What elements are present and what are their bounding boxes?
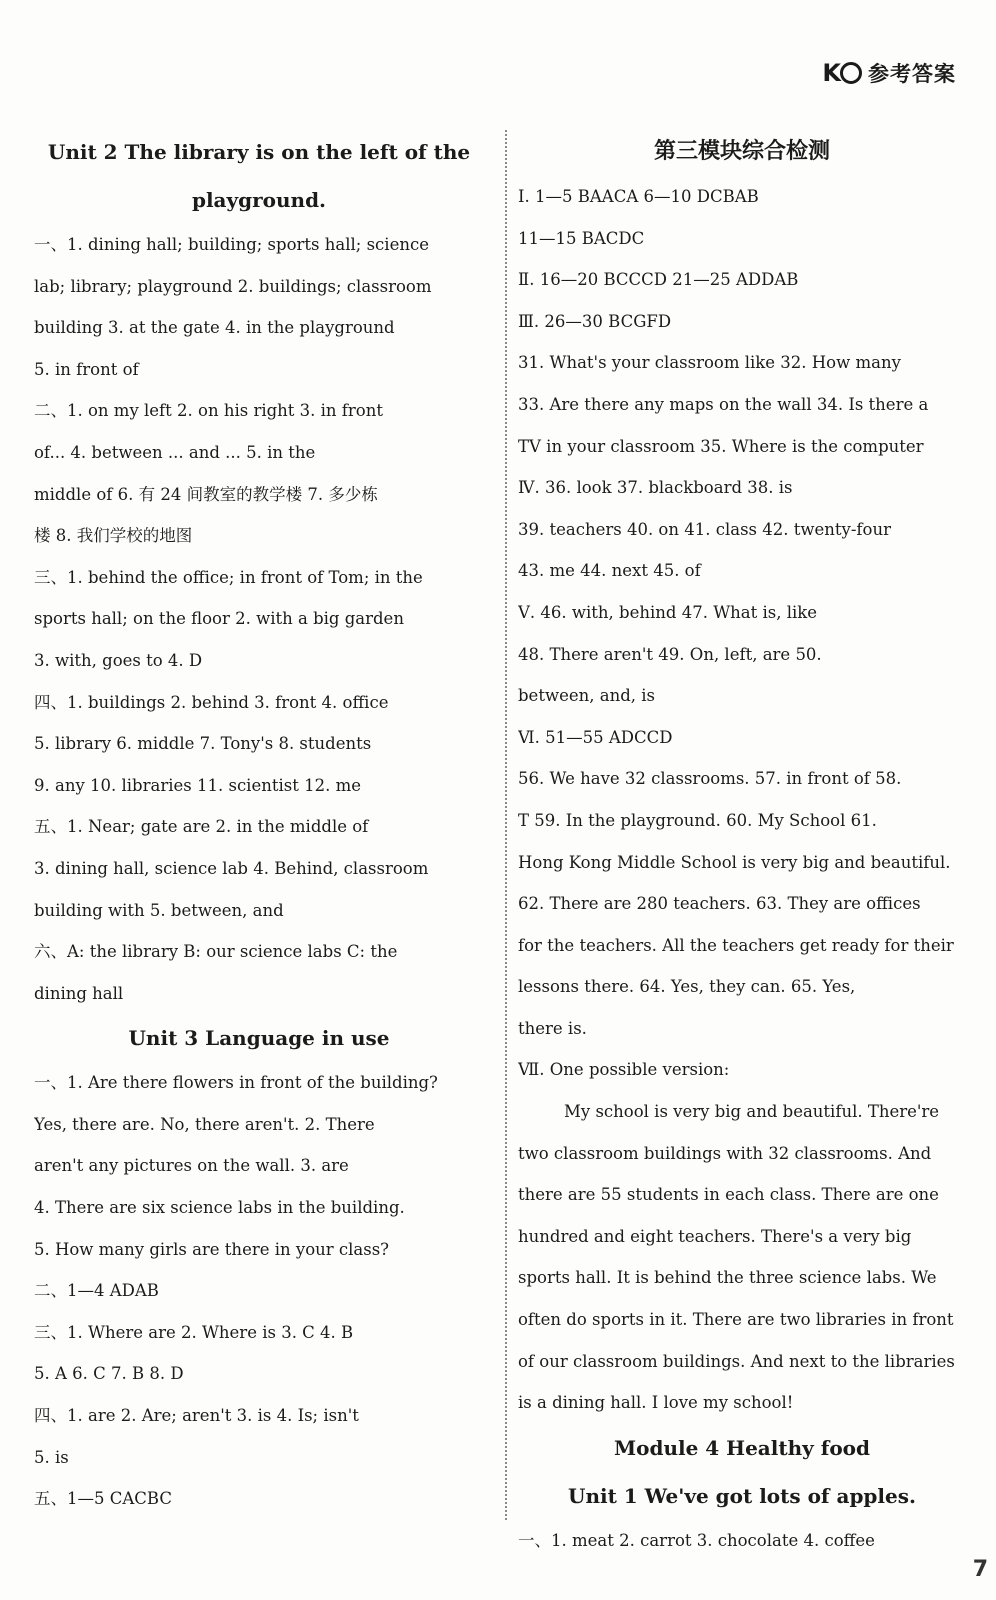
answer-line: middle of 6. 有 24 间教室的教学楼 7. 多少栋 — [34, 484, 378, 504]
answer-line: 31. What's your classroom like 32. How many — [518, 353, 901, 373]
right-column — [518, 128, 966, 1561]
answer-line: Ⅵ. 51—55 ADCCD — [518, 727, 673, 747]
answer-line: dining hall — [34, 983, 124, 1003]
answer-line: 43. me 44. next 45. of — [518, 561, 701, 581]
model-essay — [518, 1091, 966, 1424]
answer-line: 一、1. dining hall; building; sports hall; science — [34, 235, 429, 254]
column-divider — [505, 130, 507, 1520]
unit2-title-line2: playground. — [191, 188, 327, 212]
answer-line: Ⅶ. One possible version: — [518, 1060, 730, 1080]
answer-line: 3. with, goes to 4. D — [34, 650, 203, 670]
module4-title: Module 4 Healthy food — [614, 1435, 870, 1460]
unit3-answers — [34, 1062, 484, 1520]
answer-line: 9. any 10. libraries 11. scientist 12. me — [34, 775, 361, 795]
answer-line: Hong Kong Middle School is very big and beautiful. — [518, 852, 951, 872]
answer-line: 二、1. on my left 2. on his right 3. in front — [34, 401, 383, 421]
answer-line: 5. in front of — [34, 359, 139, 379]
header-title: 参考答案 — [868, 62, 956, 86]
answer-line: building 3. at the gate 4. in the playground — [34, 318, 395, 338]
answer-line: lab; library; playground 2. buildings; classroom — [34, 276, 432, 296]
unit2-answers — [34, 224, 484, 1014]
answer-line: TV in your classroom 35. Where is the computer — [518, 436, 924, 456]
answer-line: Yes, there are. No, there aren't. 2. There — [34, 1114, 375, 1134]
answer-line: 39. teachers 40. on 41. class 42. twenty-four — [518, 519, 891, 539]
answer-line: Ⅱ. 16—20 BCCCD 21—25 ADDAB — [518, 270, 799, 290]
answer-line: 三、1. Where are 2. Where is 3. C 4. B — [34, 1322, 354, 1342]
answer-line: there is. — [518, 1018, 587, 1038]
page-number: 7 — [972, 1557, 988, 1582]
answer-line: often do sports in it. There are two libraries in front — [518, 1310, 954, 1330]
answer-line: 四、1. buildings 2. behind 3. front 4. office — [34, 692, 389, 712]
answer-line: Ⅲ. 26—30 BCGFD — [518, 311, 672, 331]
answer-line: 56. We have 32 classrooms. 57. in front of 58. — [518, 769, 902, 789]
answer-line: between, and, is — [518, 686, 655, 706]
answer-line: My school is very big and beautiful. There're — [564, 1102, 940, 1122]
unit2-title-line1: Unit 2 The library is on the left of the — [47, 140, 471, 164]
answer-line: Ⅳ. 36. look 37. blackboard 38. is — [518, 478, 793, 498]
answer-line: T 59. In the playground. 60. My School 61. — [518, 810, 877, 830]
answer-line: for the teachers. All the teachers get ready for their — [518, 935, 954, 955]
answer-line: 33. Are there any maps on the wall 34. Is there a — [518, 394, 929, 414]
answer-line: lessons there. 64. Yes, they can. 65. Yes, — [518, 977, 856, 997]
module4-unit1-answers: 一、1. meat 2. carrot 3. chocolate 4. coffee — [518, 1530, 875, 1550]
answer-line: two classroom buildings with 32 classrooms. And — [518, 1143, 932, 1163]
answer-line: hundred and eight teachers. There's a very big — [518, 1226, 912, 1246]
answer-line: 楼 8. 我们学校的地图 — [34, 526, 193, 546]
answer-line: 5. A 6. C 7. B 8. D — [34, 1364, 184, 1384]
answer-line: 五、1. Near; gate are 2. in the middle of — [34, 817, 369, 837]
answer-line: Ⅰ. 1—5 BAACA 6—10 DCBAB — [518, 187, 759, 206]
answer-line: Ⅴ. 46. with, behind 47. What is, like — [518, 602, 818, 622]
answer-line: aren't any pictures on the wall. 3. are — [34, 1156, 349, 1176]
answer-line: of our classroom buildings. And next to the libraries — [518, 1351, 955, 1371]
page-header — [822, 58, 956, 88]
answer-line: 5. library 6. middle 7. Tony's 8. students — [34, 734, 372, 754]
answer-line: 4. There are six science labs in the building. — [34, 1198, 405, 1218]
answer-line: building with 5. between, and — [34, 900, 284, 920]
answer-line: 5. How many girls are there in your class? — [34, 1239, 390, 1259]
answer-line: 一、1. Are there flowers in front of the building? — [34, 1073, 438, 1093]
answer-line: 5. is — [34, 1447, 69, 1467]
answer-line: 11—15 BACDC — [518, 228, 645, 248]
answer-line: is a dining hall. I love my school! — [518, 1393, 794, 1413]
module3-test-title: 第三模块综合检测 — [653, 139, 830, 164]
answer-line: 二、1—4 ADAB — [34, 1281, 159, 1301]
left-column — [34, 128, 484, 1520]
answer-line: sports hall; on the floor 2. with a big garden — [34, 609, 404, 629]
answer-line: there are 55 students in each class. There are one — [518, 1185, 939, 1205]
unit3-title: Unit 3 Language in use — [128, 1026, 390, 1051]
answer-line: 四、1. are 2. Are; aren't 3. is 4. Is; isn't — [34, 1406, 359, 1426]
answer-line: 62. There are 280 teachers. 63. They are offices — [518, 894, 921, 914]
answer-line: 三、1. behind the office; in front of Tom; in the — [34, 567, 423, 587]
answer-line: of... 4. between ... and ... 5. in the — [34, 442, 316, 462]
answer-line: 3. dining hall, science lab 4. Behind, classroom — [34, 858, 429, 878]
answer-line: 48. There aren't 49. On, left, are 50. — [518, 644, 822, 664]
module4-unit1-title: Unit 1 We've got lots of apples. — [568, 1483, 916, 1508]
module3-answers — [518, 176, 966, 1091]
answer-line: sports hall. It is behind the three science labs. We — [518, 1268, 937, 1288]
logo-circle-icon — [840, 62, 862, 84]
logo: K — [822, 59, 862, 87]
answer-line: 六、A: the library B: our science labs C: the — [34, 942, 398, 962]
answer-line: 五、1—5 CACBC — [34, 1489, 172, 1509]
